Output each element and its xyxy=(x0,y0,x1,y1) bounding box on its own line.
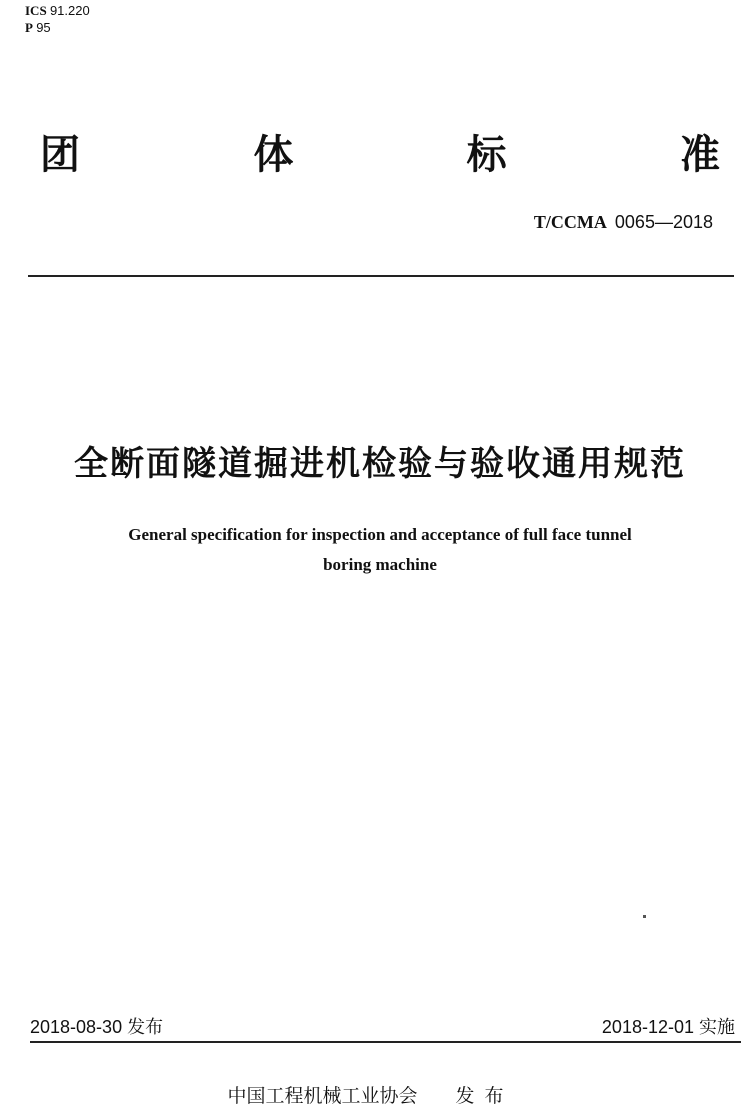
heading-char: 团 xyxy=(40,132,80,178)
scan-speck xyxy=(643,915,646,918)
heading-char: 准 xyxy=(679,132,720,178)
heading-char: 标 xyxy=(466,132,507,178)
document-type-heading xyxy=(40,132,720,178)
chinese-title: 全断面隧道掘进机检验与验收通用规范 xyxy=(74,444,686,484)
standard-number xyxy=(534,212,713,233)
standard-code: 0065—2018 xyxy=(614,212,713,232)
header-divider xyxy=(28,275,734,277)
publisher-line xyxy=(0,1084,741,1108)
issued-label: 发布 xyxy=(455,1085,514,1107)
english-title-line: boring machine xyxy=(323,555,437,574)
publish-date: 2018-08-30 发布 xyxy=(30,1017,164,1037)
ics-code: ICS 91.220 xyxy=(25,3,90,18)
standard-prefix: T/CCMA xyxy=(533,212,607,232)
footer-divider xyxy=(30,1041,741,1043)
implement-date: 2018-12-01 实施 xyxy=(601,1017,735,1037)
publisher-name: 中国工程机械工业协会 xyxy=(227,1085,418,1107)
ccs-code: P 95 xyxy=(25,20,51,35)
heading-char: 体 xyxy=(253,132,294,178)
classification-codes xyxy=(25,2,90,36)
english-title-line: General specification for inspection and acceptance of full face tunnel xyxy=(128,525,632,544)
english-title xyxy=(50,520,710,580)
